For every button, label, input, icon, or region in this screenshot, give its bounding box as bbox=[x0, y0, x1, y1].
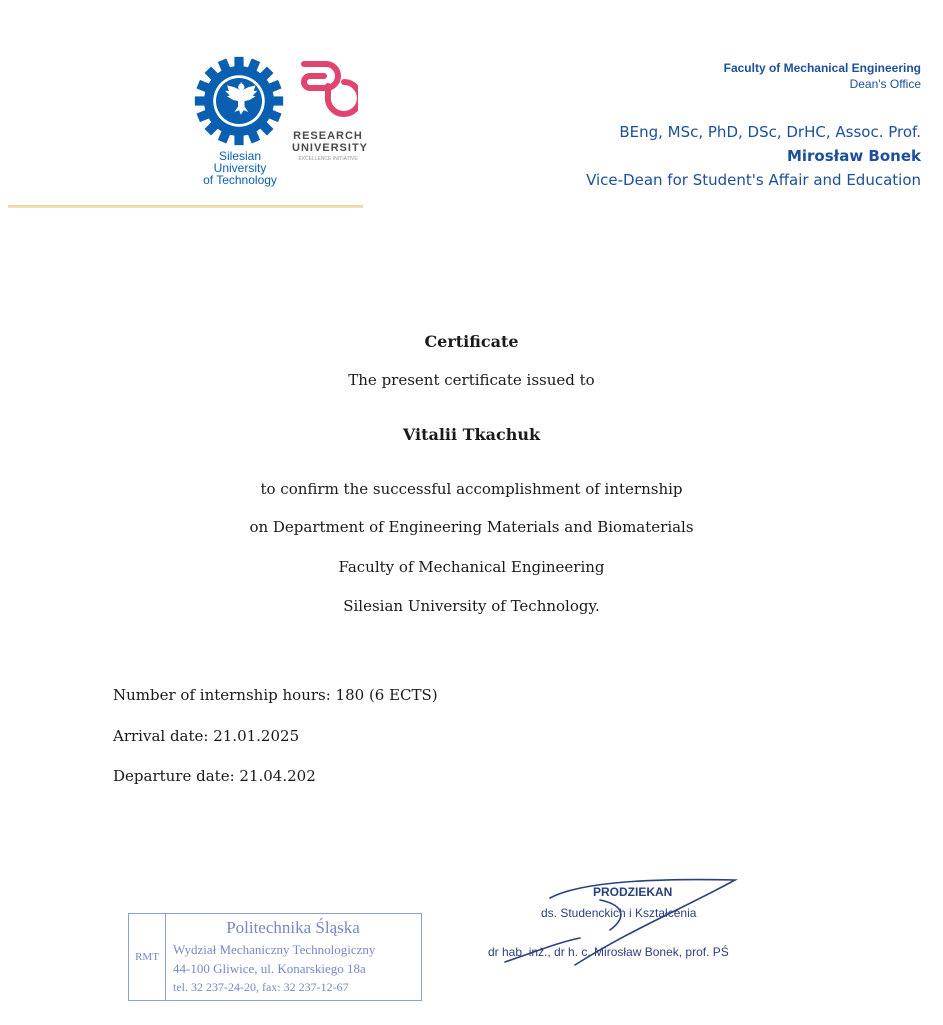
stamp-line3: 44-100 Gliwice, ul. Konarskiego 18a bbox=[173, 961, 366, 976]
university-logo-line: University bbox=[213, 161, 267, 175]
research-logo-line3: EXCELLENCE INITIATIVE bbox=[298, 156, 358, 162]
university-logo-text bbox=[190, 150, 290, 186]
stamp-line1: Politechnika Śląska bbox=[226, 918, 360, 937]
departure-date: Departure date: 21.04.202 bbox=[113, 767, 316, 785]
stamp-code: RMT bbox=[129, 914, 166, 1000]
research-logo-line1: RESEARCH bbox=[293, 130, 363, 142]
signature-area: ds. Studenckich i Kształcenia bbox=[541, 906, 697, 920]
university-logo-line: Silesian bbox=[218, 149, 262, 163]
office-block bbox=[724, 60, 921, 92]
signature-role: PRODZIEKAN bbox=[593, 885, 673, 899]
certificate-title: Certificate bbox=[424, 332, 519, 351]
eagle-gear-emblem-icon bbox=[193, 55, 285, 147]
official-stamp bbox=[128, 913, 422, 1001]
officer-name: Mirosław Bonek bbox=[786, 147, 921, 165]
confirmation-line: to confirm the successful accomplishment of internship bbox=[260, 480, 683, 498]
recipient-name: Vitalii Tkachuk bbox=[402, 425, 541, 444]
officer-position: Vice-Dean for Student's Affair and Education bbox=[586, 171, 921, 189]
header-divider bbox=[8, 205, 363, 208]
research-university-mark-icon bbox=[298, 60, 358, 122]
stamp-line2: Wydział Mechaniczny Technologiczny bbox=[173, 942, 376, 957]
stamp-line4: tel. 32 237-24-20, fax: 32 237-12-67 bbox=[173, 980, 349, 994]
university-line: Silesian University of Technology. bbox=[343, 597, 600, 615]
office-name: Dean's Office bbox=[849, 77, 921, 91]
internship-hours: Number of internship hours: 180 (6 ECTS) bbox=[113, 686, 438, 704]
research-logo-line2: UNIVERSITY bbox=[292, 142, 369, 154]
arrival-date: Arrival date: 21.01.2025 bbox=[113, 727, 300, 745]
handwritten-signature-icon bbox=[480, 870, 750, 980]
faculty-line: Faculty of Mechanical Engineering bbox=[338, 558, 605, 576]
signature-name: dr hab. inż., dr h. c. Mirosław Bonek, prof. PŚ bbox=[488, 945, 729, 959]
university-logo bbox=[190, 52, 290, 190]
department-line: on Department of Engineering Materials and Biomaterials bbox=[249, 518, 694, 536]
officer-block bbox=[586, 120, 921, 192]
issued-to-line: The present certificate issued to bbox=[348, 371, 595, 389]
university-logo-line: of Technology bbox=[203, 173, 277, 187]
research-university-logo bbox=[292, 60, 369, 180]
faculty-name: Faculty of Mechanical Engineering bbox=[723, 61, 921, 75]
officer-degrees: BEng, MSc, PhD, DSc, DrHC, Assoc. Prof. bbox=[619, 123, 921, 141]
